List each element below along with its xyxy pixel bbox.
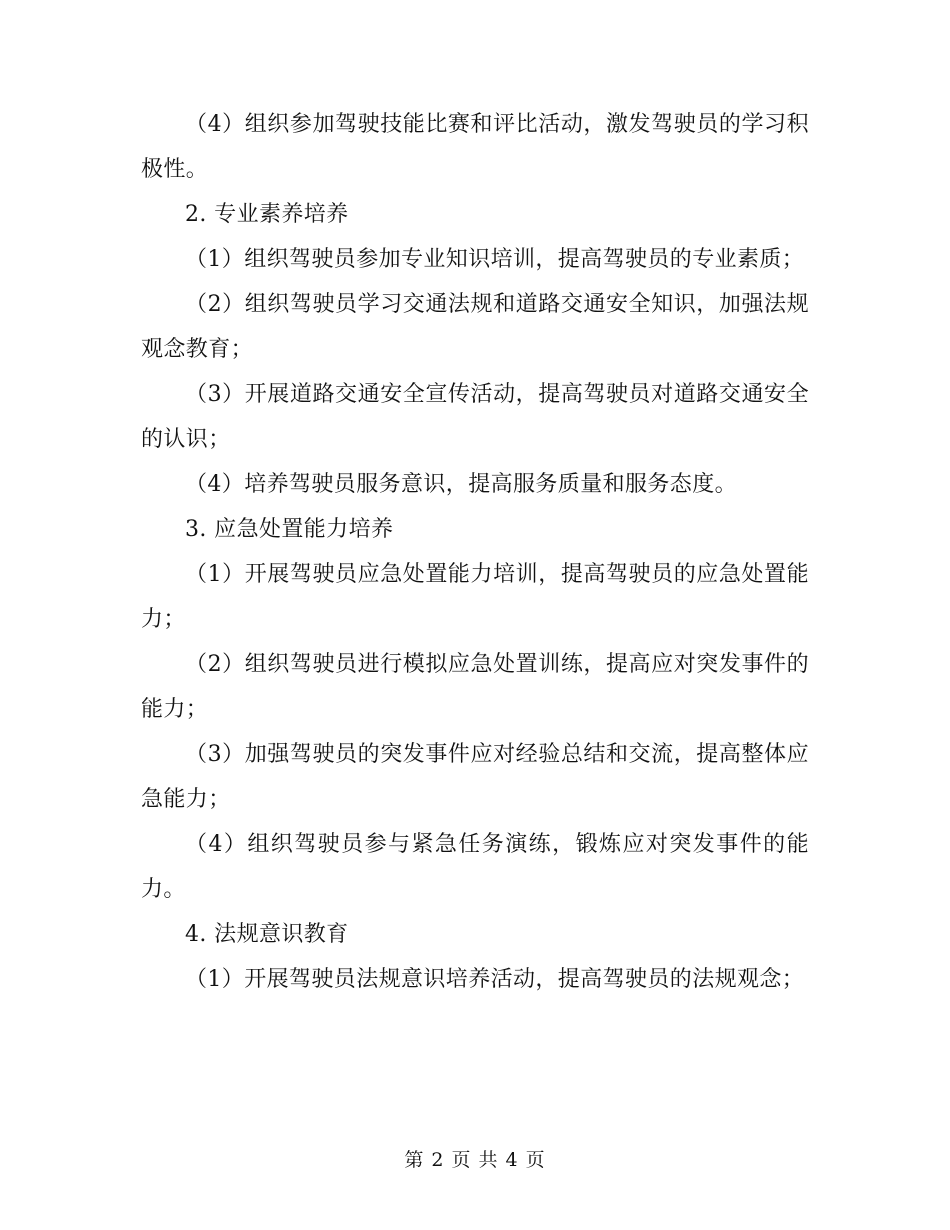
paragraph-professional-training: （1）组织驾驶员参加专业知识培训，提高驾驶员的专业素质； <box>185 247 805 272</box>
page-number-footer: 第 2 页 共 4 页 <box>404 1149 546 1171</box>
paragraph-simulation-drill: （2）组织驾驶员进行模拟应急处置训练，提高应对突发事件的能力； <box>141 652 809 722</box>
paragraph-safety-campaign: （3）开展道路交通安全宣传活动，提高驾驶员对道路交通安全的认识； <box>141 382 809 452</box>
heading-professional-quality: 2. 专业素养培养 <box>185 202 349 227</box>
paragraph-emergency-exercise: （4）组织驾驶员参与紧急任务演练，锻炼应对突发事件的能力。 <box>141 832 809 902</box>
paragraph-experience-exchange: （3）加强驾驶员的突发事件应对经验总结和交流，提高整体应急能力； <box>141 742 809 812</box>
paragraph-service-awareness: （4）培养驾驶员服务意识，提高服务质量和服务态度。 <box>185 472 737 497</box>
document-body <box>141 102 809 1002</box>
paragraph-skills-competition: （4）组织参加驾驶技能比赛和评比活动，激发驾驶员的学习积极性。 <box>141 112 809 182</box>
heading-emergency-response: 3. 应急处置能力培养 <box>185 517 394 542</box>
paragraph-emergency-training: （1）开展驾驶员应急处置能力培训，提高驾驶员的应急处置能力； <box>141 562 809 632</box>
paragraph-traffic-law-study: （2）组织驾驶员学习交通法规和道路交通安全知识，加强法规观念教育； <box>141 292 809 362</box>
heading-regulation-awareness: 4. 法规意识教育 <box>185 922 349 947</box>
paragraph-regulation-activity: （1）开展驾驶员法规意识培养活动，提高驾驶员的法规观念； <box>185 967 805 992</box>
